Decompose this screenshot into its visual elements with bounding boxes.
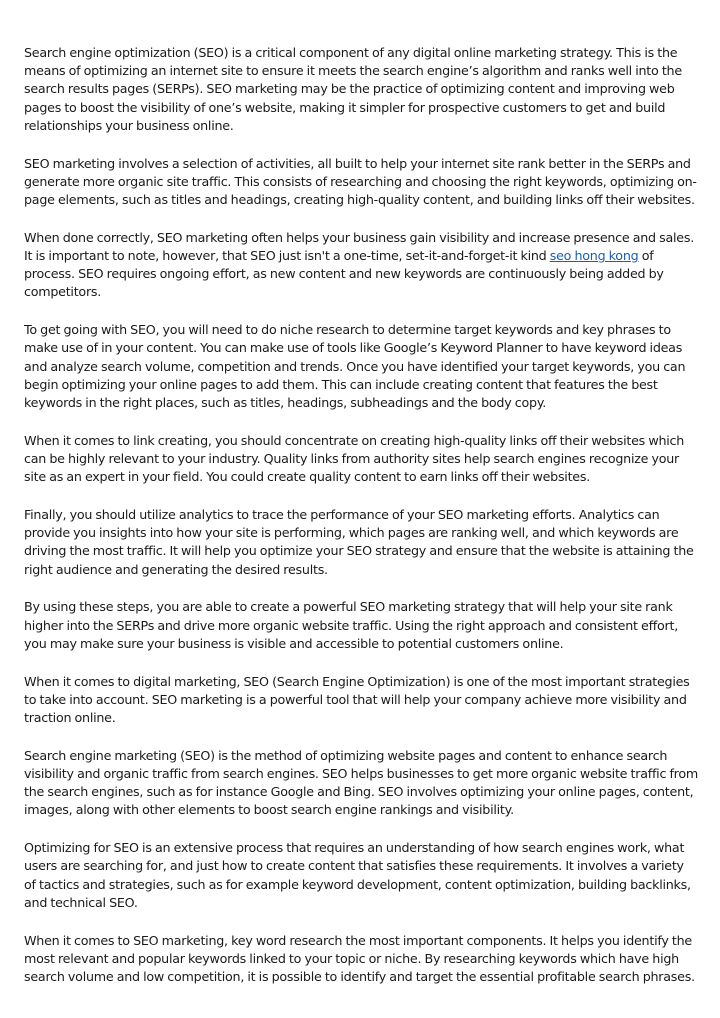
paragraph: When it comes to link creating, you should concentrate on creating high-quality links off their websites which can be highly relevant to your industry. Quality links from authority sites help search engines recognize your site as an expert in your field. You could create quality content to earn links off their websites. [24, 432, 685, 485]
paragraph: Optimizing for SEO is an extensive process that requires an understanding of how search engines work, what users are searching for, and just how to create content that satisfies these requirements. It involves a variety of tactics and strategies, such as for example keyword development, content optimization, building backlinks, and technical SEO. [24, 840, 691, 910]
paragraph: When it comes to digital marketing, SEO (Search Engine Optimization) is one of the most important strategies to take into account. SEO marketing is a powerful tool that will help your company achieve more visibility and traction online. [24, 673, 690, 726]
article-body [24, 44, 698, 1006]
paragraph: By using these steps, you are able to create a powerful SEO marketing strategy that will help your site rank higher into the SERPs and drive more organic website traffic. Using the right approach and consistent effort, you may make sure your business is visible and accessible to potential customers online. [24, 599, 678, 651]
paragraph: Search engine marketing (SEO) is the method of optimizing website pages and content to enhance search visibility and organic traffic from search engines. SEO helps businesses to get more organic website traffic from the search engines, such as for instance Google and Bing. SEO involves optimizing your online pages, content, images, along with other elements to boost search engine rankings and visibility. [24, 747, 698, 818]
paragraph: To get going with SEO, you will need to do niche research to determine target keywords and key phrases to make use of in your content. You can make use of tools like Google’s Keyword Planner to have keyword ideas and analyze search volume, competition and trends. Once you have identified your target keywords, you can begin optimizing your online pages to add them. This can include creating content that features the best keywords in the right places, such as titles, headings, subheadings and the body copy. [24, 322, 686, 411]
paragraph: Search engine optimization (SEO) is a critical component of any digital online marketing strategy. This is the means of optimizing an internet site to ensure it meets the search engine’s algorithm and ranks well into the search results pages (SERPs). SEO marketing may be the practice of optimizing content and improving web pages to boost the visibility of one’s website, making it simpler for prospective customers to get and build relationships your business online. [24, 45, 682, 133]
paragraph: When it comes to SEO marketing, key word research the most important components. It helps you identify the most relevant and popular keywords linked to your topic or niche. By researching keywords which have high search volume and low competition, it is possible to identify and target the essential profitable search phrases. [24, 932, 695, 985]
paragraph-text: of process. SEO requires ongoing effort, as new content and new keywords are continuously being added by competitors. [24, 248, 664, 300]
paragraph [24, 229, 698, 302]
paragraph-text: When done correctly, SEO marketing often helps your business gain visibility and increase presence and sales. It is important to note, however, that SEO just isn't a one-time, set-it-and-forget-it kind [24, 229, 695, 264]
seo-hong-kong-link[interactable]: seo hong kong [549, 248, 639, 264]
paragraph: Finally, you should utilize analytics to trace the performance of your SEO marketing efforts. Analytics can provide you insights into how your site is performing, which pages are ranking well, and which keywords are driving the most traffic. It will help you optimize your SEO strategy and ensure that the website is attaining the right audience and generating the desired results. [24, 507, 694, 577]
paragraph: SEO marketing involves a selection of activities, all built to help your internet site rank better in the SERPs and generate more organic site traffic. This consists of researching and choosing the right keywords, optimizing on-page elements, such as titles and headings, creating high-quality content, and building links off their websites. [24, 155, 697, 208]
